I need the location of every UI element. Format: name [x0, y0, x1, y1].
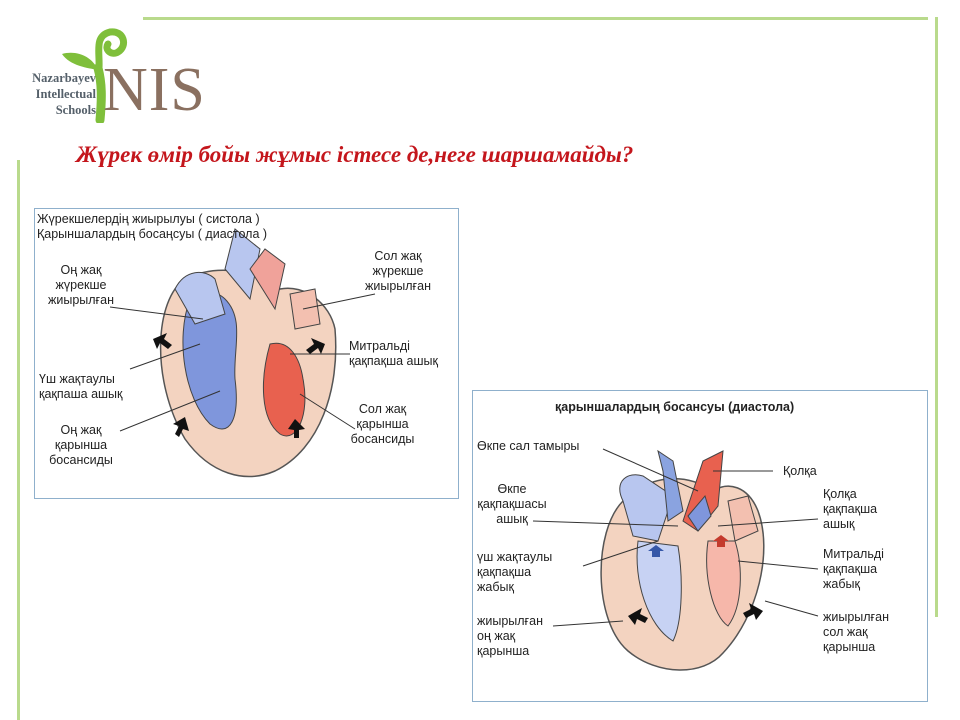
label-pulmonary-artery: Өкпе сал тамыры	[477, 439, 580, 453]
label-pulmonary-valve-open: Өкпе қақпақшасы ашық	[477, 482, 547, 526]
logo-nis-mark: NIS	[103, 56, 206, 124]
label-mitral-open: Митральді қақпақша ашық	[349, 339, 438, 368]
logo-line-3: Schools	[55, 103, 96, 117]
label-right-ventricle-relaxes: Оң жақ қарынша босансиды	[49, 423, 113, 467]
label-left-atrium-contracted: Сол жақ жүрекше жиырылған	[365, 249, 431, 293]
systole-diagram-panel	[34, 208, 459, 499]
systole-header-2: Қарыншалардың босаңсуы ( диастола )	[37, 227, 268, 241]
label-tricuspid-closed: үш жақтаулы қақпақша жабық	[477, 550, 553, 594]
diastole-header: қарыншалардың босансуы (диастола)	[555, 400, 795, 414]
slide-title: Жүрек өмір бойы жұмыс істесе де,неге шаршамайды?	[76, 142, 634, 167]
label-right-atrium-contracted: Оң жақ жүрекше жиырылған	[48, 263, 114, 307]
systole-header-1: Жүрекшелердің жиырылуы ( систола )	[37, 212, 260, 226]
label-aorta: Қолқа	[783, 464, 817, 478]
top-accent-rule	[143, 17, 928, 20]
logo-line-1: Nazarbayev	[32, 71, 96, 85]
label-mitral-closed: Митральді қақпақша жабық	[823, 547, 884, 591]
diastole-diagram-panel	[472, 390, 928, 702]
logo-line-2: Intellectual	[35, 87, 96, 101]
right-accent-rule	[935, 17, 938, 617]
label-left-ventricle-relaxes: Сол жақ қарынша босансиды	[350, 402, 415, 446]
label-tricuspid-open: Үш жақтаулы қақпаша ашық	[39, 372, 123, 401]
label-left-ventricle-contracted: жиырылған сол жақ қарынша	[823, 610, 889, 654]
left-accent-rule	[17, 160, 20, 720]
label-right-ventricle-contracted: жиырылған оң жақ қарынша	[477, 614, 543, 658]
label-aortic-valve-open: Қолқа қақпақша ашық	[823, 487, 878, 531]
